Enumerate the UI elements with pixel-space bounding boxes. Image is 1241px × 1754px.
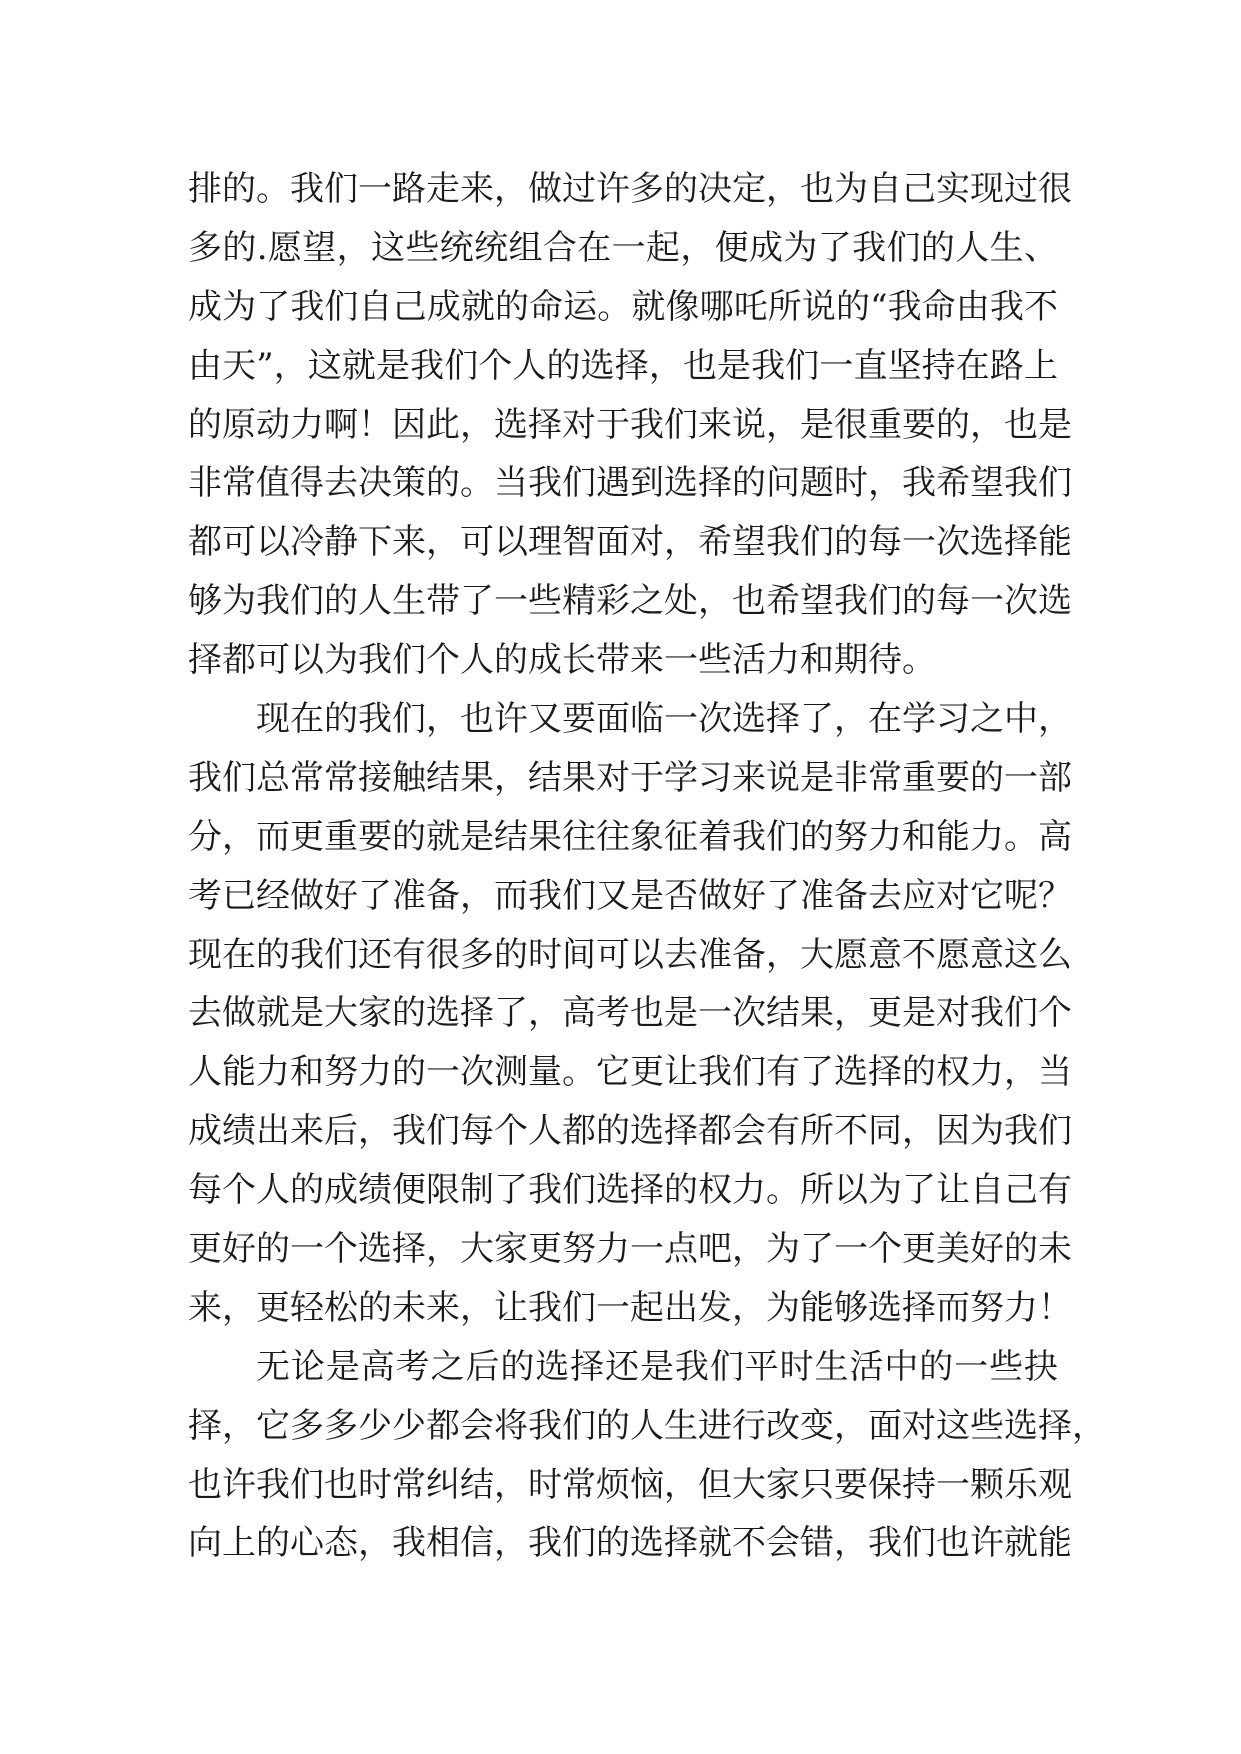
text-line: 都可以冷静下来，可以理智面对，希望我们的每一次选择能: [188, 522, 1072, 563]
paragraph-2: [188, 690, 1072, 1338]
text-line: 择都可以为我们个人的成长带来一些活力和期待。: [188, 640, 936, 681]
text-line: 考已经做好了准备，而我们又是否做好了准备去应对它呢？: [188, 875, 1072, 916]
text-line: 择，它多多少少都会将我们的人生进行改变，面对这些选择，: [188, 1405, 1106, 1446]
paragraph-1: [188, 160, 1072, 690]
text-line: 来，更轻松的未来，让我们一起出发，为能够选择而努力！: [188, 1287, 1072, 1328]
body-text: [188, 160, 1106, 1573]
text-line: 由天”，这就是我们个人的选择，也是我们一直坚持在路上: [188, 345, 1058, 386]
paragraph-3: [188, 1338, 1106, 1574]
text-line: 向上的心态，我相信，我们的选择就不会错，我们也许就能: [188, 1523, 1072, 1564]
text-line: 更好的一个选择，大家更努力一点吧，为了一个更美好的未: [188, 1229, 1072, 1270]
text-line: 无论是高考之后的选择还是我们平时生活中的一些抉: [256, 1346, 1058, 1387]
text-line: 每个人的成绩便限制了我们选择的权力。所以为了让自己有: [188, 1170, 1072, 1211]
text-line: 也许我们也时常纠结，时常烦恼，但大家只要保持一颗乐观: [188, 1464, 1072, 1505]
text-line: 分，而更重要的就是结果往往象征着我们的努力和能力。高: [188, 816, 1072, 857]
text-line: 排的。我们一路走来，做过许多的决定，也为自己实现过很: [188, 169, 1072, 209]
text-line: 非常值得去决策的。当我们遇到选择的问题时，我希望我们: [188, 463, 1072, 504]
text-line: 现在的我们，也许又要面临一次选择了，在学习之中，: [256, 699, 1072, 740]
text-line: 我们总常常接触结果，结果对于学习来说是非常重要的一部: [188, 757, 1072, 798]
text-line: 现在的我们还有很多的时间可以去准备，大愿意不愿意这么: [188, 934, 1072, 975]
text-line: 够为我们的人生带了一些精彩之处，也希望我们的每一次选: [188, 581, 1072, 622]
text-line: 去做就是大家的选择了，高考也是一次结果，更是对我们个: [188, 993, 1072, 1034]
text-line: 成绩出来后，我们每个人都的选择都会有所不同，因为我们: [188, 1111, 1072, 1152]
text-line: 的原动力啊！因此，选择对于我们来说，是很重要的，也是: [188, 404, 1072, 445]
text-line: 成为了我们自己成就的命运。就像哪吒所说的“我命由我不: [188, 286, 1058, 327]
text-line: 多的.愿望，这些统统组合在一起，便成为了我们的人生、: [188, 227, 1058, 268]
text-line: 人能力和努力的一次测量。它更让我们有了选择的权力，当: [188, 1052, 1072, 1093]
